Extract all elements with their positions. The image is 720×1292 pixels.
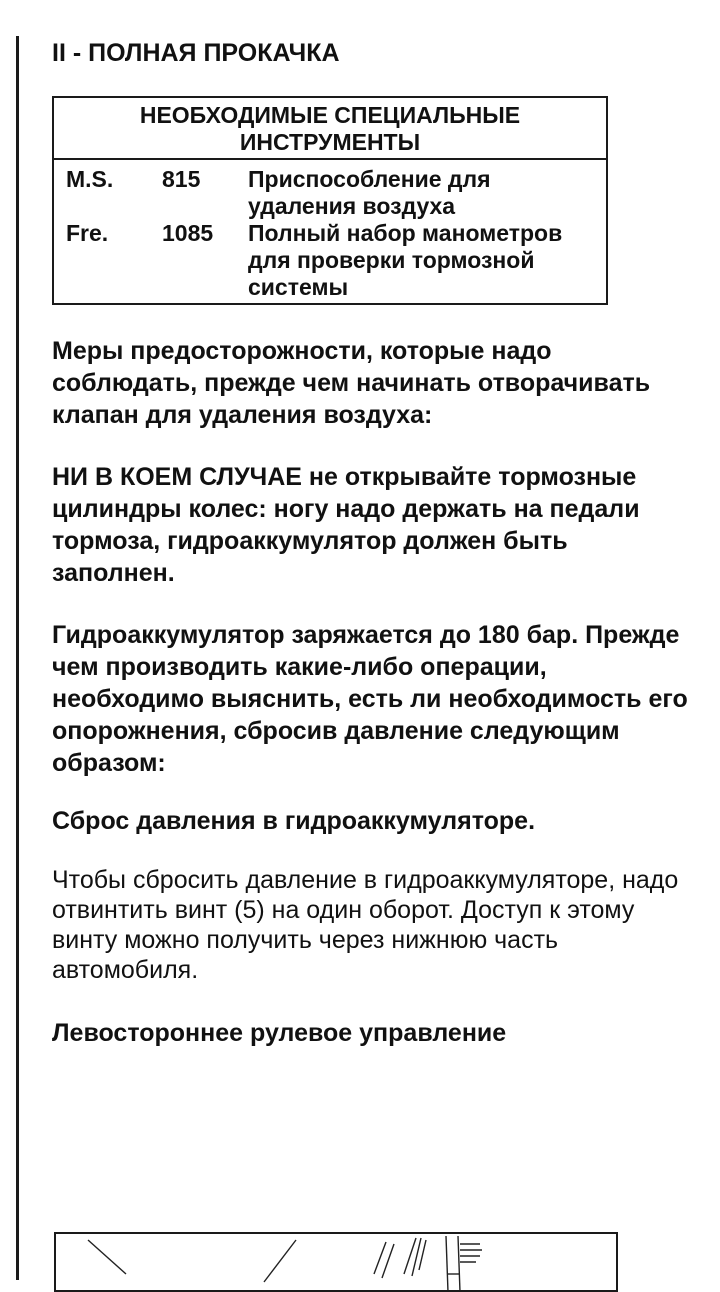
- pressure-release-heading: Сброс давления в гидроаккумуляторе.: [52, 807, 536, 835]
- accumulator-paragraph: Гидроаккумулятор заряжается до 180 бар. Прежде чем производить какие-либо операции, необходимо выяснить, есть ли необходимость его опорожнения, сбросив давление следующим образом:: [52, 621, 688, 777]
- precautions-paragraph: Меры предосторожности, которые надо соблюдать, прежде чем начинать отворачивать клапан для удаления воздуха:: [52, 337, 651, 429]
- steering-heading: Левостороннее рулевое управление: [52, 1019, 507, 1047]
- drawing-lines: [56, 1234, 618, 1292]
- tool-description: Полный набор манометров для проверки тормозной системы: [248, 220, 563, 300]
- page-margin-rule: [16, 36, 19, 1280]
- tool-code: Fre.: [66, 220, 109, 246]
- instruction-paragraph: Чтобы сбросить давление в гидроаккумуляторе, надо отвинтить винт (5) на один оборот. Доступ к этому винту можно получить через нижнюю часть автомобиля.: [52, 866, 679, 984]
- tools-table-header: НЕОБХОДИМЫЕ СПЕЦИАЛЬНЫЕ ИНСТРУМЕНТЫ: [53, 97, 607, 159]
- warning-rest: не открывайте тормозные цилиндры колес: ногу надо держать на педали тормоза, гидроаккумулятор должен быть заполнен.: [52, 463, 640, 587]
- tool-description: Приспособление для удаления воздуха: [248, 166, 491, 219]
- document-content: [52, 38, 692, 1049]
- warning-lead: НИ В КОЕМ СЛУЧАЕ: [52, 463, 302, 491]
- warning-paragraph: [52, 461, 692, 589]
- table-row: [53, 220, 607, 304]
- technical-drawing: [54, 1232, 618, 1292]
- tool-number: 1085: [162, 220, 214, 246]
- tool-code: M.S.: [66, 166, 114, 192]
- tool-number: 815: [162, 166, 201, 192]
- table-row: [53, 159, 607, 220]
- special-tools-table: [52, 96, 608, 305]
- section-title: II - ПОЛНАЯ ПРОКАЧКА: [52, 39, 340, 67]
